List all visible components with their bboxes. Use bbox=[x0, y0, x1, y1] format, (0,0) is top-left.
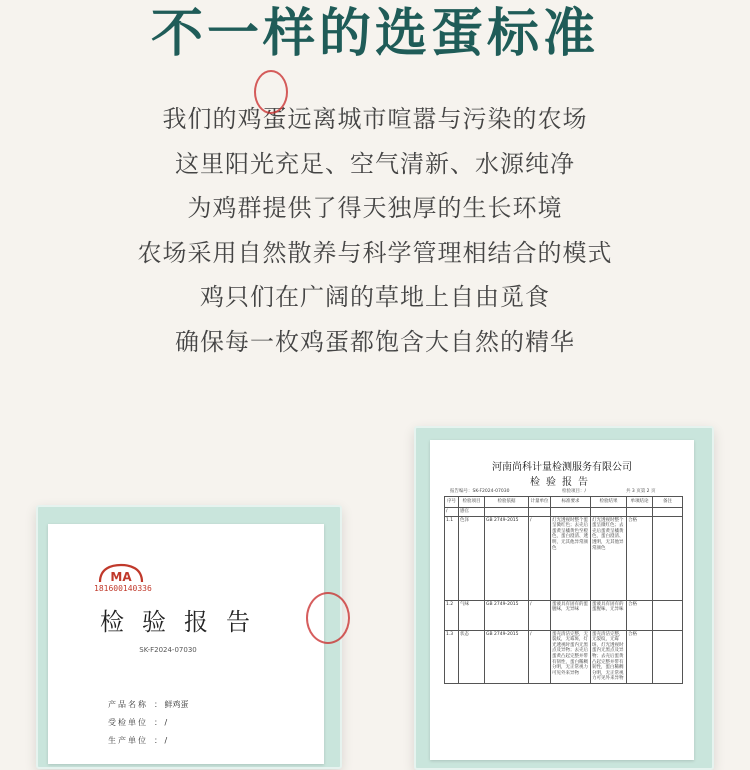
intro-line: 确保每一枚鸡蛋都饱含大自然的精华 bbox=[175, 327, 575, 356]
table-cell: 气味 bbox=[459, 600, 485, 630]
table-cell: 灯光透视时整个蛋呈微红色；去壳后蛋黄呈橘黄色至橙色，蛋白澄清、透明，无其他异常颜色 bbox=[551, 516, 591, 600]
table-cell: / bbox=[529, 516, 551, 600]
table-cell bbox=[627, 508, 653, 517]
cma-number: 181600140336 bbox=[94, 584, 152, 593]
table-cell: 蛋液具有固有的蛋腥味，无异味 bbox=[591, 600, 627, 630]
table-cell bbox=[653, 508, 683, 517]
table-cell bbox=[485, 508, 529, 517]
company-name: 河南尚科计量检测服务有限公司 bbox=[492, 462, 632, 473]
intro-line: 为鸡群提供了得天独厚的生长环境 bbox=[187, 194, 563, 222]
table-header: 计量单位 bbox=[529, 497, 551, 508]
intro-line: 我们的鸡蛋远离城市喧嚣与污染的农场 bbox=[162, 105, 588, 133]
cover-fields bbox=[108, 696, 189, 750]
table-cell: 蛋壳清洁完整，无裂纹，无霉斑，灯光透视时蛋内无黑点及异物；去壳后蛋黄凸起完整并带有韧性，蛋白稀稠分明，无正常视力可见外来异物 bbox=[591, 630, 627, 683]
table-cell: 1.3 bbox=[445, 630, 459, 683]
sample-label: 检验项目：/ bbox=[562, 489, 587, 494]
table-cell: 感官 bbox=[459, 508, 485, 517]
table-cell: 1.2 bbox=[445, 600, 459, 630]
table-cell bbox=[653, 630, 683, 683]
table-cell: 状态 bbox=[459, 630, 485, 683]
report-page bbox=[430, 440, 694, 760]
table-cell: 合格 bbox=[627, 630, 653, 683]
table-cell bbox=[653, 600, 683, 630]
field-value: / bbox=[164, 736, 168, 745]
red-seal-stamp bbox=[254, 70, 288, 114]
cover-title: 检验报告 bbox=[100, 608, 268, 636]
table-header: 检验依据 bbox=[485, 497, 529, 508]
page-info: 共 3 页第 2 页 bbox=[626, 489, 656, 494]
inspection-table bbox=[444, 496, 683, 684]
cover-report-number: SK-F2024-07030 bbox=[139, 646, 197, 654]
cma-logo-icon bbox=[96, 562, 146, 586]
table-cell: 蛋液具有固有的蛋腥味，无异味 bbox=[551, 600, 591, 630]
table-cell bbox=[529, 508, 551, 517]
field-value: 鲜鸡蛋 bbox=[164, 700, 189, 709]
field-label: 受检单位 bbox=[108, 718, 148, 727]
intro-line: 这里阳光充足、空气清新、水源纯净 bbox=[175, 149, 575, 178]
table-header: 检验项目 bbox=[459, 497, 485, 508]
red-seal-stamp bbox=[306, 592, 350, 644]
table-cell: / bbox=[529, 630, 551, 683]
table-header: 标准要求 bbox=[551, 497, 591, 508]
field-row: 产品名称 ： 鲜鸡蛋 bbox=[108, 696, 189, 714]
page-headline: 不一样的选蛋标准 bbox=[150, 3, 599, 64]
table-header: 序号 bbox=[445, 497, 459, 508]
table-cell: GB 2749-2015 bbox=[485, 630, 529, 683]
report-number: 报告编号：SK-F2024-07030 bbox=[450, 489, 510, 494]
table-cell: 合格 bbox=[627, 516, 653, 600]
field-value: / bbox=[164, 718, 168, 727]
intro-line: 农场采用自然散养与科学管理相结合的模式 bbox=[137, 238, 613, 267]
table-cell: GB 2749-2015 bbox=[485, 516, 529, 600]
field-label: 生产单位 bbox=[108, 736, 148, 745]
table-cell bbox=[653, 516, 683, 600]
field-row: 生产单位 ： / bbox=[108, 732, 189, 750]
table-row bbox=[445, 508, 683, 517]
table-cell bbox=[551, 508, 591, 517]
cma-text: MA bbox=[110, 570, 132, 584]
table-cell bbox=[591, 508, 627, 517]
table-cell: / bbox=[529, 600, 551, 630]
table-cell: 灯光透视时整个蛋呈微红色；去壳后蛋黄呈橘黄色，蛋白澄清、透明，无其他异常颜色 bbox=[591, 516, 627, 600]
field-row: 受检单位 ： / bbox=[108, 714, 189, 732]
table-header: 检验结果 bbox=[591, 497, 627, 508]
report-cover bbox=[48, 524, 324, 764]
table-cell: GB 2749-2015 bbox=[485, 600, 529, 630]
table-cell: 合格 bbox=[627, 600, 653, 630]
intro-line: 鸡只们在广阔的草地上自由觅食 bbox=[200, 283, 550, 311]
table-header: 单项结论 bbox=[627, 497, 653, 508]
table-cell: 蛋壳清洁完整，无裂纹，无霉斑，灯光透视时蛋内无黑点及异物；去壳后蛋黄凸起完整并带有韧性，蛋白稀稠分明，无正常视力可见外来异物 bbox=[551, 630, 591, 683]
table-header: 备注 bbox=[653, 497, 683, 508]
table-row bbox=[445, 600, 683, 630]
report-title: 检验报告 bbox=[530, 477, 594, 488]
table-row bbox=[445, 516, 683, 600]
table-cell: / bbox=[445, 508, 459, 517]
field-label: 产品名称 bbox=[108, 700, 148, 709]
table-row bbox=[445, 630, 683, 683]
table-header-row bbox=[445, 497, 683, 508]
table-cell: 1.1 bbox=[445, 516, 459, 600]
intro-text bbox=[0, 97, 750, 364]
table-cell: 色泽 bbox=[459, 516, 485, 600]
